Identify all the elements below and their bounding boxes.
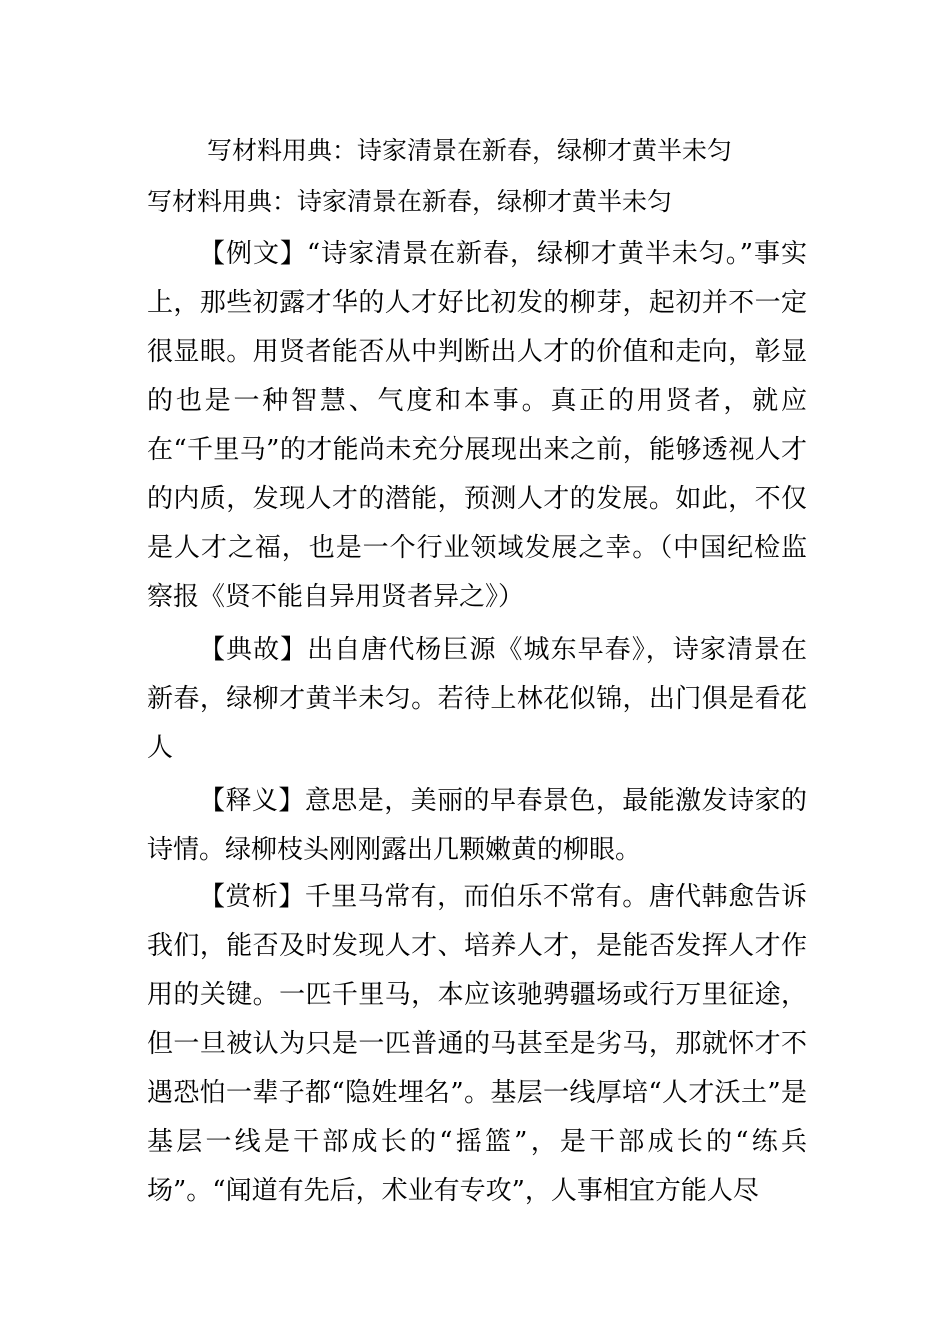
analysis-text: 千里马常有，而伯乐不常有。唐代韩愈告诉我们，能否及时发现人才、培养人才，是能否发挥人才作用的关键。一匹千里马，本应该驰骋疆场或行万里征途，但一旦被认为只是一匹普通的马甚至是劣马，那就怀才不遇恐怕一辈子都“隐姓埋名”。基层一线厚培“人才沃土”是基层一线是干部成长的“摇篮”，是干部成长的“练兵场”。“闻道有先后，术业有专攻”，人事相宜方能人尽 [147,882,807,1206]
document-subtitle: 写材料用典：诗家清景在新春，绿柳才黄半未匀 [147,187,673,216]
analysis-paragraph [147,873,807,1216]
analysis-tag: 【赏析】 [199,882,305,912]
example-text: “诗家清景在新春，绿柳才黄半未匀。”事实上，那些初露才华的人才好比初发的柳芽，起初并不一定很显眼。用贤者能否从中判断出人才的价值和走向，彰显的也是一种智慧、气度和本事。真正的用贤者，就应在“千里马”的才能尚未充分展现出来之前，能够透视人才的内质，发现人才的潜能，预测人才的发展。如此，不仅是人才之福，也是一个行业领域发展之幸。（中国纪检监察报《贤不能自异用贤者异之》） [147,239,807,612]
meaning-paragraph [147,777,807,875]
allusion-paragraph [147,626,807,773]
example-paragraph [147,230,807,622]
meaning-text: 意思是，美丽的早春景色，最能激发诗家的诗情。绿柳枝头刚刚露出几颗嫩黄的柳眼。 [147,786,807,865]
meaning-tag: 【释义】 [199,786,305,816]
allusion-text: 出自唐代杨巨源《城东早春》，诗家清景在新春，绿柳才黄半未匀。若待上林花似锦，出门俱是看花人 [147,635,807,763]
allusion-tag: 【典故】 [199,635,308,665]
example-tag: 【例文】 [199,239,307,269]
document-title: 写材料用典：诗家清景在新春，绿柳才黄半未匀 [207,136,733,165]
